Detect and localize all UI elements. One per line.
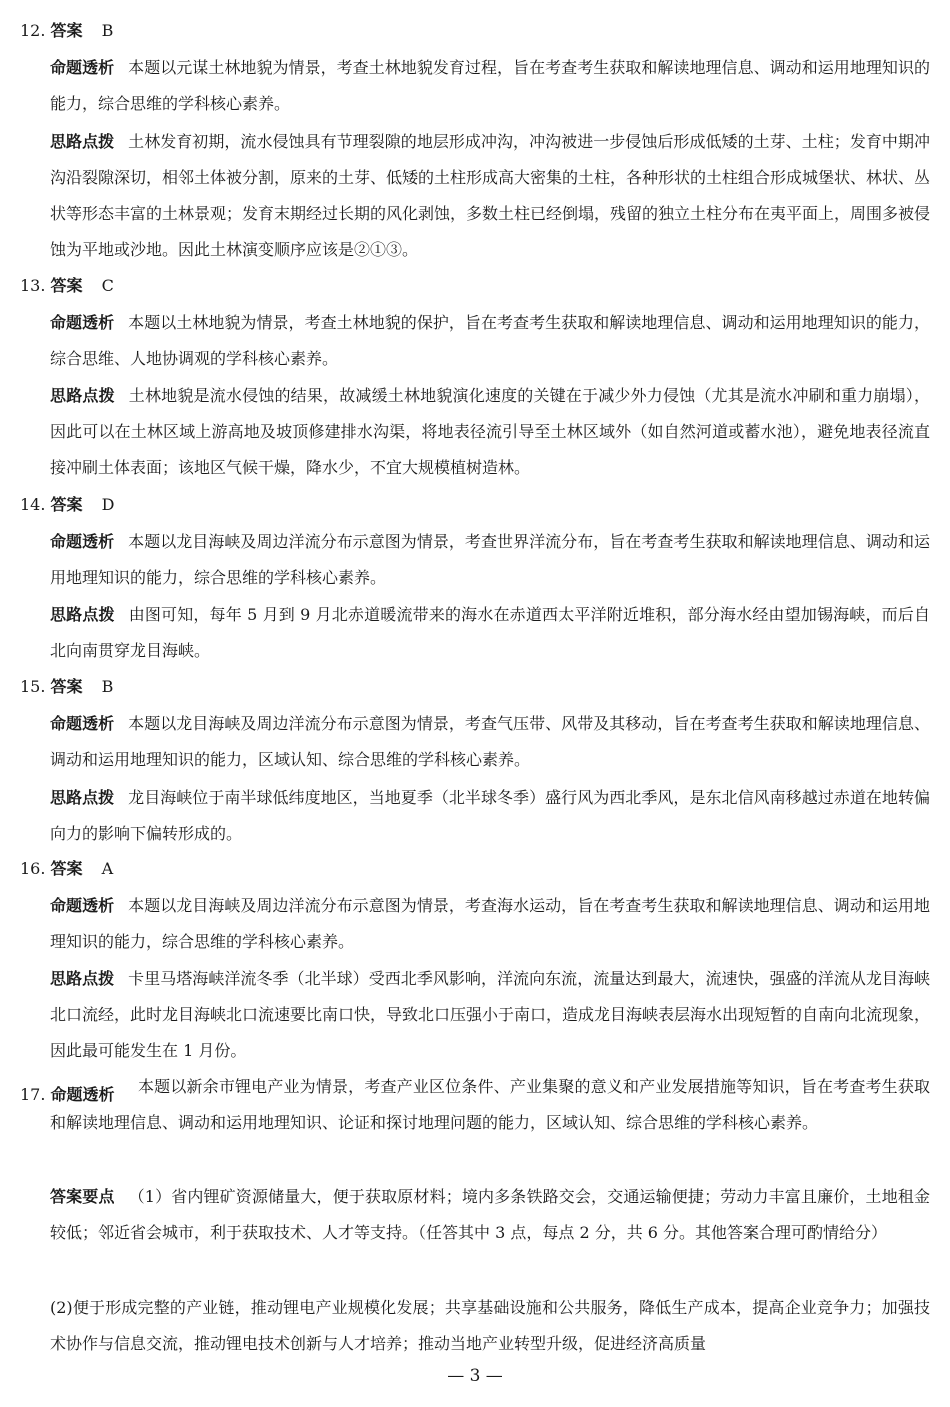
q13-hint (50, 378, 930, 486)
q14-analysis-text: 本题以龙目海峡及周边洋流分布示意图为情景，考查世界洋流分布，旨在考查考生获取和解读地理信息、调动和运用地理知识的能力，综合思维的学科核心素养。 (50, 532, 930, 587)
q15-hint (50, 780, 930, 852)
q12-number: 12. (20, 21, 46, 40)
q12-header (20, 20, 113, 42)
q16-analysis (50, 888, 930, 960)
q16-answer-label: 答案 (50, 859, 83, 878)
q13-hint-label: 思路点拨 (50, 386, 115, 405)
q16-answer: A (101, 859, 114, 878)
q13-analysis-label: 命题透析 (50, 313, 115, 332)
q12-hint-text: 土林发育初期，流水侵蚀具有节理裂隙的地层形成冲沟，冲沟被进一步侵蚀后形成低矮的土芽、土柱；发育中期冲沟沿裂隙深切，相邻土体被分割，原来的土芽、低矮的土柱形成高大密集的土柱，各种形状的土柱组合形成城堡状、林状、丛状等形态丰富的土林景观；发育末期经过长期的风化剥蚀，多数土柱已经倒塌，残留的独立土柱分布在夷平面上，周围多被侵蚀为平地或沙地。因此土林演变顺序应该是②①③。 (50, 132, 931, 259)
q15-analysis (50, 706, 930, 778)
q14-analysis (50, 524, 930, 596)
q13-hint-text: 土林地貌是流水侵蚀的结果，故减缓土林地貌演化速度的关键在于减少外力侵蚀（尤其是流水冲刷和重力崩塌），因此可以在土林区域上游高地及坡顶修建排水沟渠，将地表径流引导至土林区域外（如自然河道或蓄水池），避免地表径流直接冲刷土体表面；该地区气候干燥，降水少，不宜大规模植树造林。 (50, 386, 930, 477)
q14-number: 14. (20, 495, 46, 514)
q12-answer: B (101, 21, 114, 40)
q13-answer-label: 答案 (50, 276, 83, 295)
q14-hint-text: 由图可知，每年 5 月到 9 月北赤道暖流带来的海水在赤道西太平洋附近堆积，部分海水经由望加锡海峡，而后自北向南贯穿龙目海峡。 (50, 605, 930, 660)
q15-answer-label: 答案 (50, 677, 83, 696)
q13-analysis-text: 本题以土林地貌为情景，考查土林地貌的保护，旨在考查考生获取和解读地理信息、调动和运用地理知识的能力，综合思维、人地协调观的学科核心素养。 (50, 313, 930, 368)
q17-key-2 (50, 1290, 930, 1362)
q13-number: 13. (20, 276, 46, 295)
q16-analysis-label: 命题透析 (50, 896, 115, 915)
q16-header (20, 858, 113, 880)
q17-key-label: 答案要点 (50, 1187, 115, 1206)
q13-answer: C (101, 276, 114, 295)
q15-hint-text: 龙目海峡位于南半球低纬度地区，当地夏季（北半球冬季）盛行风为西北季风，是东北信风南移越过赤道在地转偏向力的影响下偏转形成的。 (50, 788, 930, 843)
q15-answer: B (101, 677, 114, 696)
q15-header (20, 676, 113, 698)
q12-analysis (50, 50, 930, 122)
q15-analysis-text: 本题以龙目海峡及周边洋流分布示意图为情景，考查气压带、风带及其移动，旨在考查考生获取和解读地理信息、调动和运用地理知识的能力，区域认知、综合思维的学科核心素养。 (50, 714, 930, 769)
q16-analysis-text: 本题以龙目海峡及周边洋流分布示意图为情景，考查海水运动，旨在考查考生获取和解读地理信息、调动和运用地理知识的能力，综合思维的学科核心素养。 (50, 896, 930, 951)
q15-analysis-label: 命题透析 (50, 714, 115, 733)
q17-key-1 (50, 1179, 930, 1251)
q17-analysis-body (50, 1069, 930, 1141)
q16-number: 16. (20, 859, 46, 878)
q15-hint-label: 思路点拨 (50, 788, 115, 807)
q16-hint-text: 卡里马塔海峡洋流冬季（北半球）受西北季风影响，洋流向东流，流量达到最大，流速快，强盛的洋流从龙目海峡北口流经，此时龙目海峡北口流速要比南口快，导致北口压强小于南口，造成龙目海峡表层海水出现短暂的自南向北流现象，因此最可能发生在 1 月份。 (50, 969, 931, 1060)
q14-header (20, 494, 114, 516)
q14-hint (50, 597, 930, 669)
q12-analysis-label: 命题透析 (50, 58, 115, 77)
q14-answer: D (101, 495, 115, 514)
q14-analysis-label: 命题透析 (50, 532, 115, 551)
q16-hint (50, 961, 930, 1069)
q14-hint-label: 思路点拨 (50, 605, 115, 624)
q17-analysis-text: 本题以新余市锂电产业为情景，考查产业区位条件、产业集聚的意义和产业发展措施等知识，旨在考查考生获取和解读地理信息、调动和运用地理知识、论证和探讨地理问题的能力，区域认知、综合思维的学科核心素养。 (50, 1077, 930, 1132)
q12-analysis-text: 本题以元谋土林地貌为情景，考查土林地貌发育过程，旨在考查考生获取和解读地理信息、调动和运用地理知识的能力，综合思维的学科核心素养。 (50, 58, 930, 113)
q17-key-1-text: （1）省内锂矿资源储量大，便于获取原材料；境内多条铁路交会，交通运输便捷；劳动力丰富且廉价，土地租金较低；邻近省会城市，利于获取技术、人才等支持。（任答其中 3 点，每点 2 分，共 6 分。其他答案合理可酌情给分） (50, 1187, 930, 1242)
q12-hint (50, 124, 930, 268)
q15-number: 15. (20, 677, 46, 696)
q13-header (20, 275, 114, 297)
q13-analysis (50, 305, 930, 377)
q14-answer-label: 答案 (50, 495, 83, 514)
q17-key-2-text: (2)便于形成完整的产业链，推动锂电产业规模化发展；共享基础设施和公共服务，降低生产成本，提高企业竞争力；加强技术协作与信息交流，推动锂电技术创新与人才培养；推动当地产业转型升级，促进经济高质量 (50, 1298, 930, 1353)
q12-hint-label: 思路点拨 (50, 132, 115, 151)
q17-number: 17. (20, 1085, 46, 1104)
page-number: — 3 — (447, 1366, 503, 1386)
q12-answer-label: 答案 (50, 21, 83, 40)
q16-hint-label: 思路点拨 (50, 969, 115, 988)
q17-analysis-label: 命题透析 (50, 1085, 115, 1104)
